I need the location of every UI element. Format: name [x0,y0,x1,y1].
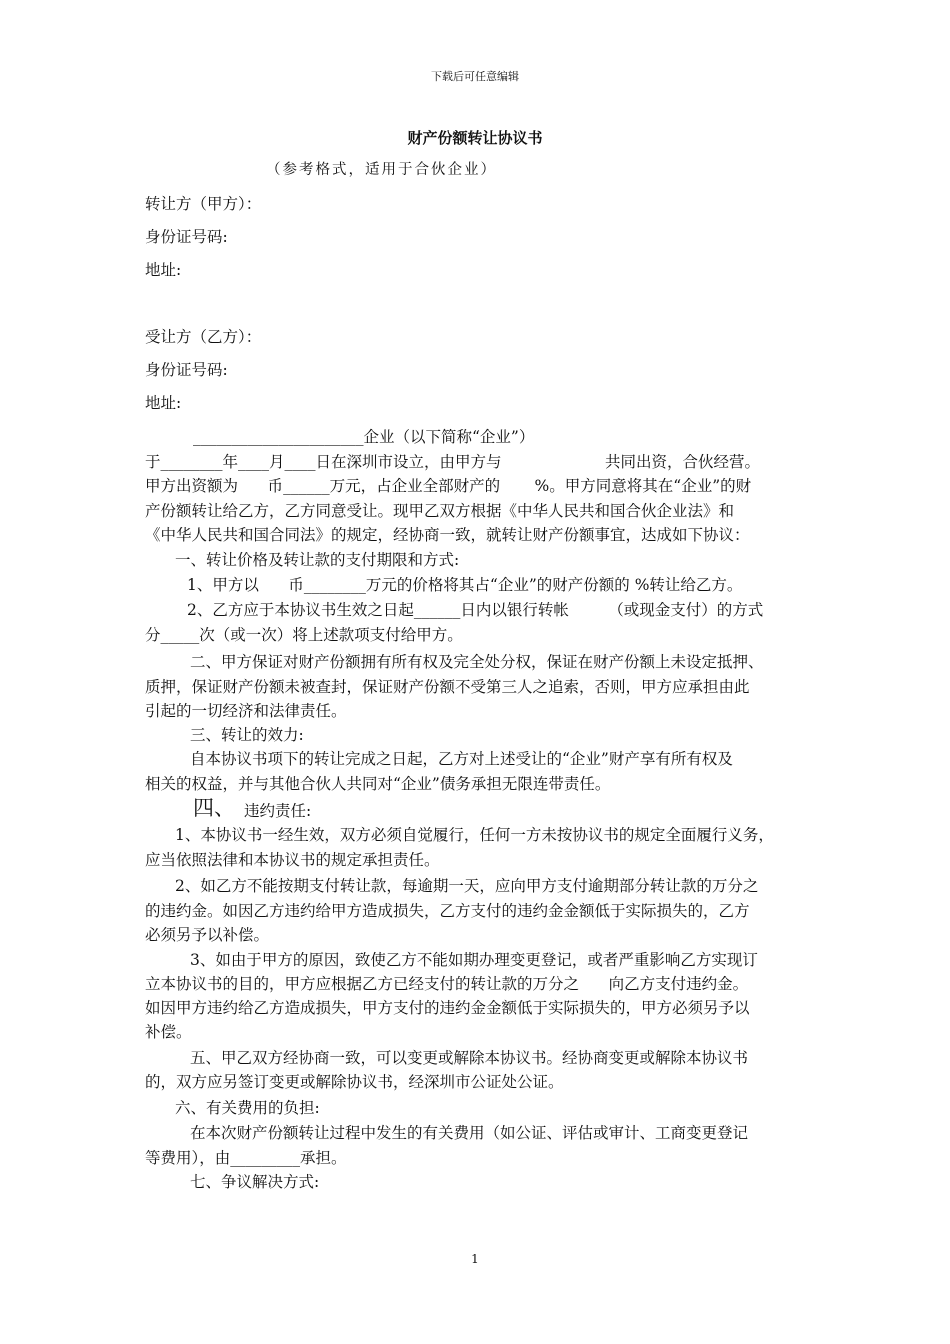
body-line: 1、甲方以 币________万元的价格将其占“企业”的财产份额的 %转让给乙方。 [187,576,743,594]
body-line: 分_____次（或一次）将上述款项支付给甲方。 [145,626,463,644]
section-7-heading: 七、争议解决方式: [190,1173,320,1191]
body-line: 等费用），由_________承担。 [145,1149,347,1167]
section-4-heading: 违约责任: [244,802,312,820]
section-3-heading: 三、转让的效力: [190,726,304,744]
party-b-id-label: 身份证号码: [145,361,228,379]
body-line: 如因甲方违约给乙方造成损失，甲方支付的违约金金额低于实际损失的，甲方必须另予以 [145,999,750,1017]
body-line: ______________________企业（以下简称“企业”） [193,428,535,446]
header-note: 下载后可任意编辑 [431,70,519,83]
body-line: 引起的一切经济和法律责任。 [145,702,347,720]
body-line: 甲方出资额为 币______万元，占企业全部财产的 %。甲方同意将其在“企业”的财 [145,477,752,495]
party-a-address-label: 地址: [145,261,182,279]
section-1-heading: 一、转让价格及转让款的支付期限和方式: [175,551,460,569]
body-line: 的违约金。如因乙方违约给甲方造成损失，乙方支付的违约金金额低于实际损失的，乙方 [145,902,750,920]
section-2-line: 二、甲方保证对财产份额拥有所有权及完全处分权，保证在财产份额上未设定抵押、 [190,653,764,671]
body-line: 必须另予以补偿。 [145,926,270,944]
body-line: 在本次财产份额转让过程中发生的有关费用（如公证、评估或审计、工商变更登记 [190,1124,749,1142]
party-b-name-label: 受让方（乙方）： [145,328,262,346]
body-line: 补偿。 [145,1023,192,1041]
body-line: 应当依照法律和本协议书的规定承担责任。 [145,851,440,869]
party-a-name-label: 转让方（甲方）： [145,195,262,213]
body-line: 1、本协议书一经生效，双方必须自觉履行，任何一方未按协议书的规定全面履行义务， [175,826,774,844]
body-line: 2、乙方应于本协议书生效之日起______日内以银行转帐 （或现金支付）的方式 [187,601,764,619]
page-number: 1 [471,1252,479,1266]
body-line: 2、如乙方不能按期支付转让款，每逾期一天，应向甲方支付逾期部分转让款的万分之 [175,877,759,895]
body-line: 于________年____月____日在深圳市设立，由甲方与 共同出资，合伙经营。 [145,453,760,471]
body-line: 自本协议书项下的转让完成之日起，乙方对上述受让的“企业”财产享有所有权及 [190,750,733,768]
section-6-heading: 六、有关费用的负担: [175,1099,320,1117]
party-a-id-label: 身份证号码: [145,228,228,246]
section-5-line: 五、甲乙双方经协商一致，可以变更或解除本协议书。经协商变更或解除本协议书 [190,1049,749,1067]
body-line: 3、如由于甲方的原因，致使乙方不能如期办理变更登记，或者严重影响乙方实现订 [190,951,758,969]
body-line: 《中华人民共和国合同法》的规定，经协商一致，就转让财产份额事宜，达成如下协议： [145,526,750,544]
document-title: 财产份额转让协议书 [407,129,543,147]
body-line: 立本协议书的目的，甲方应根据乙方已经支付的转让款的万分之 向乙方支付违约金。 [145,975,749,993]
section-4-number: 四、 [193,796,235,820]
body-line: 的，双方应另签订变更或解除协议书，经深圳市公证处公证。 [145,1073,564,1091]
body-line: 产份额转让给乙方，乙方同意受让。现甲乙双方根据《中华人民共和国合伙企业法》和 [145,502,735,520]
document-subtitle: （参考格式，适用于合伙企业） [266,162,497,178]
party-b-address-label: 地址: [145,394,182,412]
body-line: 质押，保证财产份额未被查封，保证财产份额不受第三人之追索，否则，甲方应承担由此 [145,678,750,696]
body-line: 相关的权益，并与其他合伙人共同对“企业”债务承担无限连带责任。 [145,775,611,793]
